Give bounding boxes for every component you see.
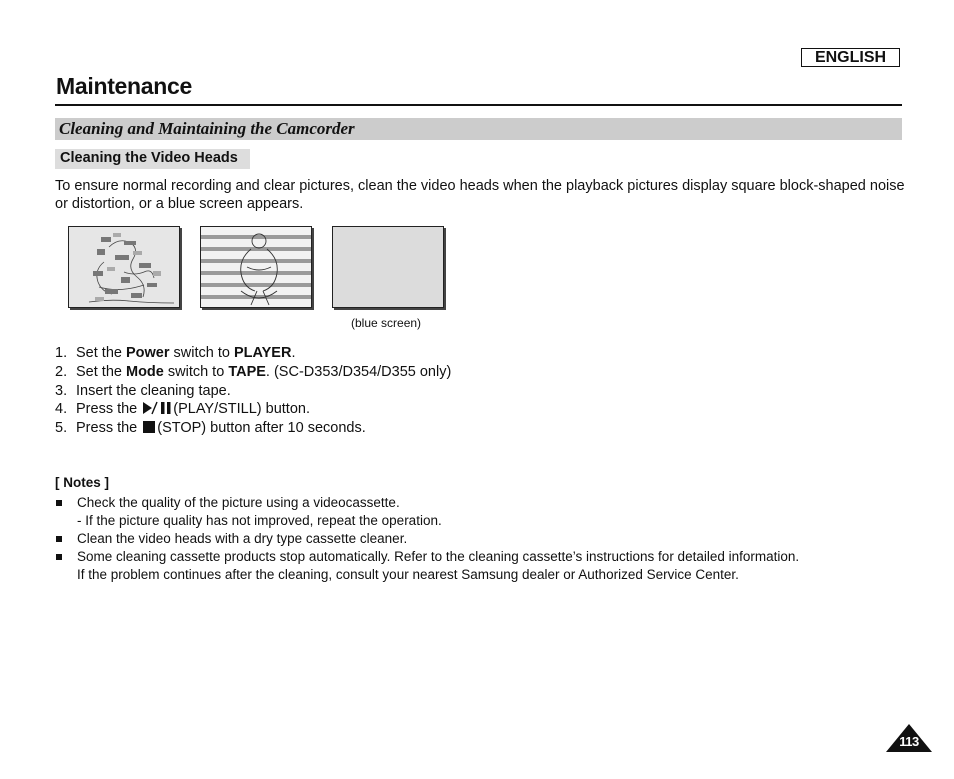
player-mode-label: PLAYER <box>233 345 292 361</box>
block-noise-illustration <box>68 226 180 308</box>
blue-screen-illustration <box>332 226 444 308</box>
stop-icon <box>142 420 156 434</box>
bullet-icon <box>56 536 62 542</box>
note-item: Clean the video heads with a dry type cassette cleaner. <box>55 530 925 548</box>
title-divider <box>55 104 902 106</box>
step-4: 4. Press the (PLAY/STILL) button. <box>55 401 310 418</box>
mode-switch-label: Mode <box>125 363 164 380</box>
step-list <box>55 344 451 438</box>
blue-screen-caption: (blue screen) <box>351 316 422 330</box>
step-1: 1. Set the Power switch to PLAYER. <box>55 345 296 361</box>
notes-title: [ Notes ] <box>55 475 109 490</box>
power-switch-label: Power <box>125 345 170 361</box>
note-item: Some cleaning cassette products stop automatically. Refer to the cleaning cassette’s instructions for detailed information. If the problem continues after the cleaning, consult your nearest Samsung dealer or Authorized Service Center. <box>55 548 925 584</box>
step-5: 5. Press the (STOP) button after 10 seconds. <box>55 420 366 437</box>
section-title: Cleaning and Maintaining the Camcorder <box>59 119 355 138</box>
step-3: 3. Insert the cleaning tape. <box>55 382 231 399</box>
subsection-title: Cleaning the Video Heads <box>60 150 238 166</box>
section-header <box>55 118 902 140</box>
bullet-icon <box>56 554 62 560</box>
notes-list <box>55 494 925 584</box>
intro-paragraph: To ensure normal recording and clear pictures, clean the video heads when the playback pictures display square block-shaped noise or distortion, or a blue screen appears. <box>55 178 905 212</box>
subsection-header <box>55 149 250 169</box>
page-number: 113 <box>899 734 919 749</box>
play-pause-icon <box>142 401 172 415</box>
step-2: 2. Set the Mode switch to TAPE. (SC-D353/D354/D355 only) <box>55 363 452 380</box>
bullet-icon <box>56 500 62 506</box>
language-badge: ENGLISH <box>801 48 900 67</box>
page-title: Maintenance <box>56 73 193 99</box>
tape-mode-label: TAPE <box>228 363 266 380</box>
distortion-illustration <box>200 226 312 308</box>
note-item: Check the quality of the picture using a videocassette. - If the picture quality has not improved, repeat the operation. <box>55 494 925 530</box>
page-number-badge <box>886 724 932 752</box>
